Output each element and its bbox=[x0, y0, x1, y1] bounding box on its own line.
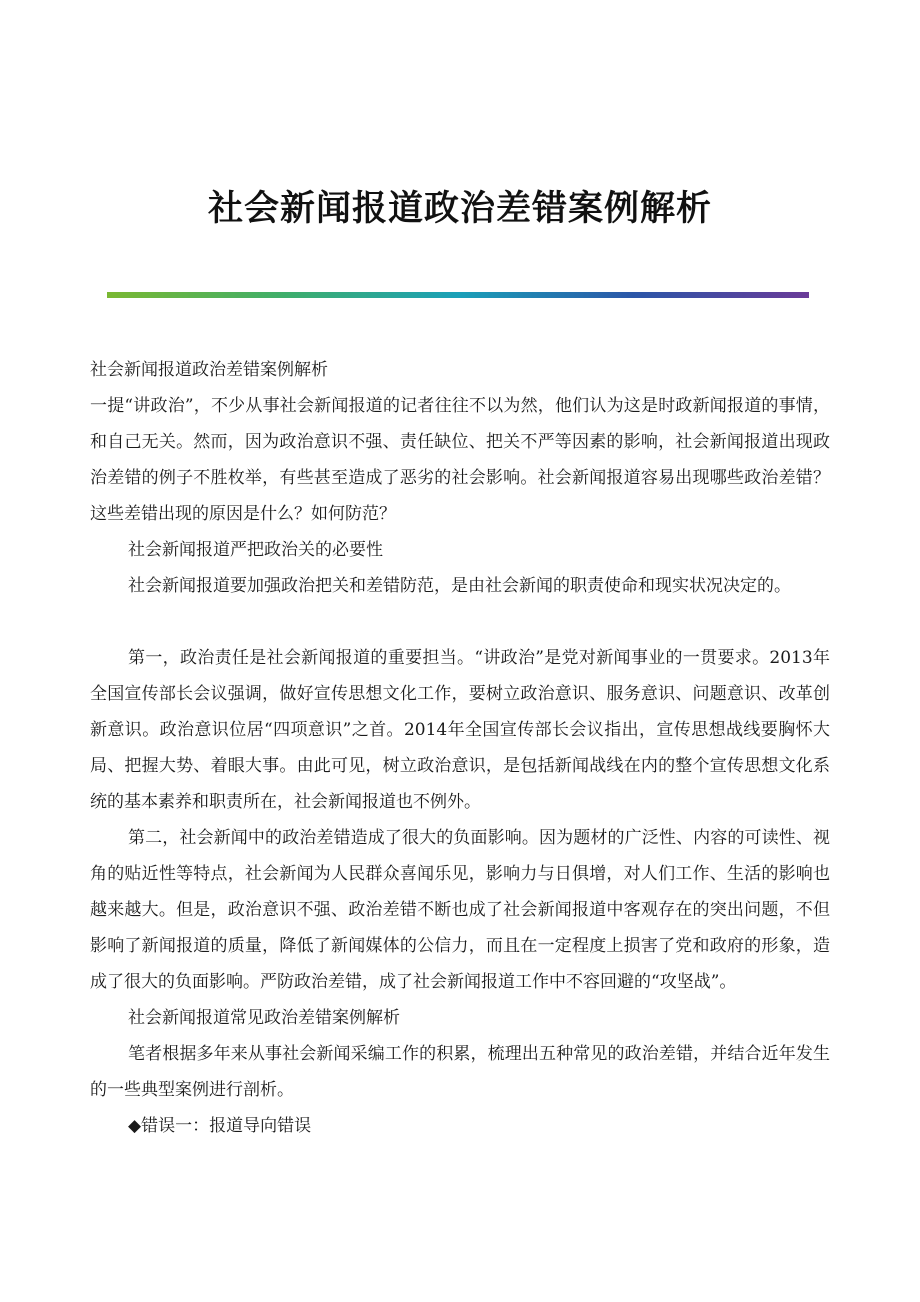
section-heading-cases: 社会新闻报道常见政治差错案例解析 bbox=[128, 1008, 400, 1028]
section-heading-error-one: ◆错误一：报道导向错误 bbox=[128, 1116, 312, 1136]
paragraph-point-one: 第一，政治责任是社会新闻报道的重要担当。“讲政治”是党对新闻事业的一贯要求。2013年全国宣传部长会议强调，做好宣传思想文化工作，要树立政治意识、服务意识、问题意识、改革创新意识。政治意识位居“四项意识”之首。2014年全国宣传部长会议指出，宣传思想战线要胸怀大局、把握大势、着眼大事。由此可见，树立政治意识，是包括新闻战线在内的整个宣传思想文化系统的基本素养和职责所在，社会新闻报道也不例外。 bbox=[90, 648, 830, 812]
paragraph-cases-intro: 笔者根据多年来从事社会新闻采编工作的积累，梳理出五种常见的政治差错，并结合近年发生的一些典型案例进行剖析。 bbox=[90, 1044, 830, 1100]
title-divider bbox=[107, 292, 809, 298]
section-heading-necessity: 社会新闻报道严把政治关的必要性 bbox=[128, 540, 383, 560]
page-title: 社会新闻报道政治差错案例解析 bbox=[207, 188, 712, 229]
intro-paragraph: 一提“讲政治”，不少从事社会新闻报道的记者往往不以为然，他们认为这是时政新闻报道的事情，和自己无关。然而，因为政治意识不强、责任缺位、把关不严等因素的影响，社会新闻报道出现政治差错的例子不胜枚举，有些甚至造成了恶劣的社会影响。社会新闻报道容易出现哪些政治差错？这些差错出现的原因是什么？如何防范？ bbox=[90, 396, 830, 524]
document-body bbox=[90, 352, 830, 1144]
paragraph-necessity-summary: 社会新闻报道要加强政治把关和差错防范，是由社会新闻的职责使命和现实状况决定的。 bbox=[128, 576, 791, 596]
paragraph-point-two: 第二，社会新闻中的政治差错造成了很大的负面影响。因为题材的广泛性、内容的可读性、视角的贴近性等特点，社会新闻为人民群众喜闻乐见，影响力与日俱增，对人们工作、生活的影响也越来越大。但是，政治意识不强、政治差错不断也成了社会新闻报道中客观存在的突出问题，不但影响了新闻报道的质量，降低了新闻媒体的公信力，而且在一定程度上损害了党和政府的形象，造成了很大的负面影响。严防政治差错，成了社会新闻报道工作中不容回避的“攻坚战”。 bbox=[90, 828, 830, 992]
document-subtitle: 社会新闻报道政治差错案例解析 bbox=[90, 360, 328, 380]
